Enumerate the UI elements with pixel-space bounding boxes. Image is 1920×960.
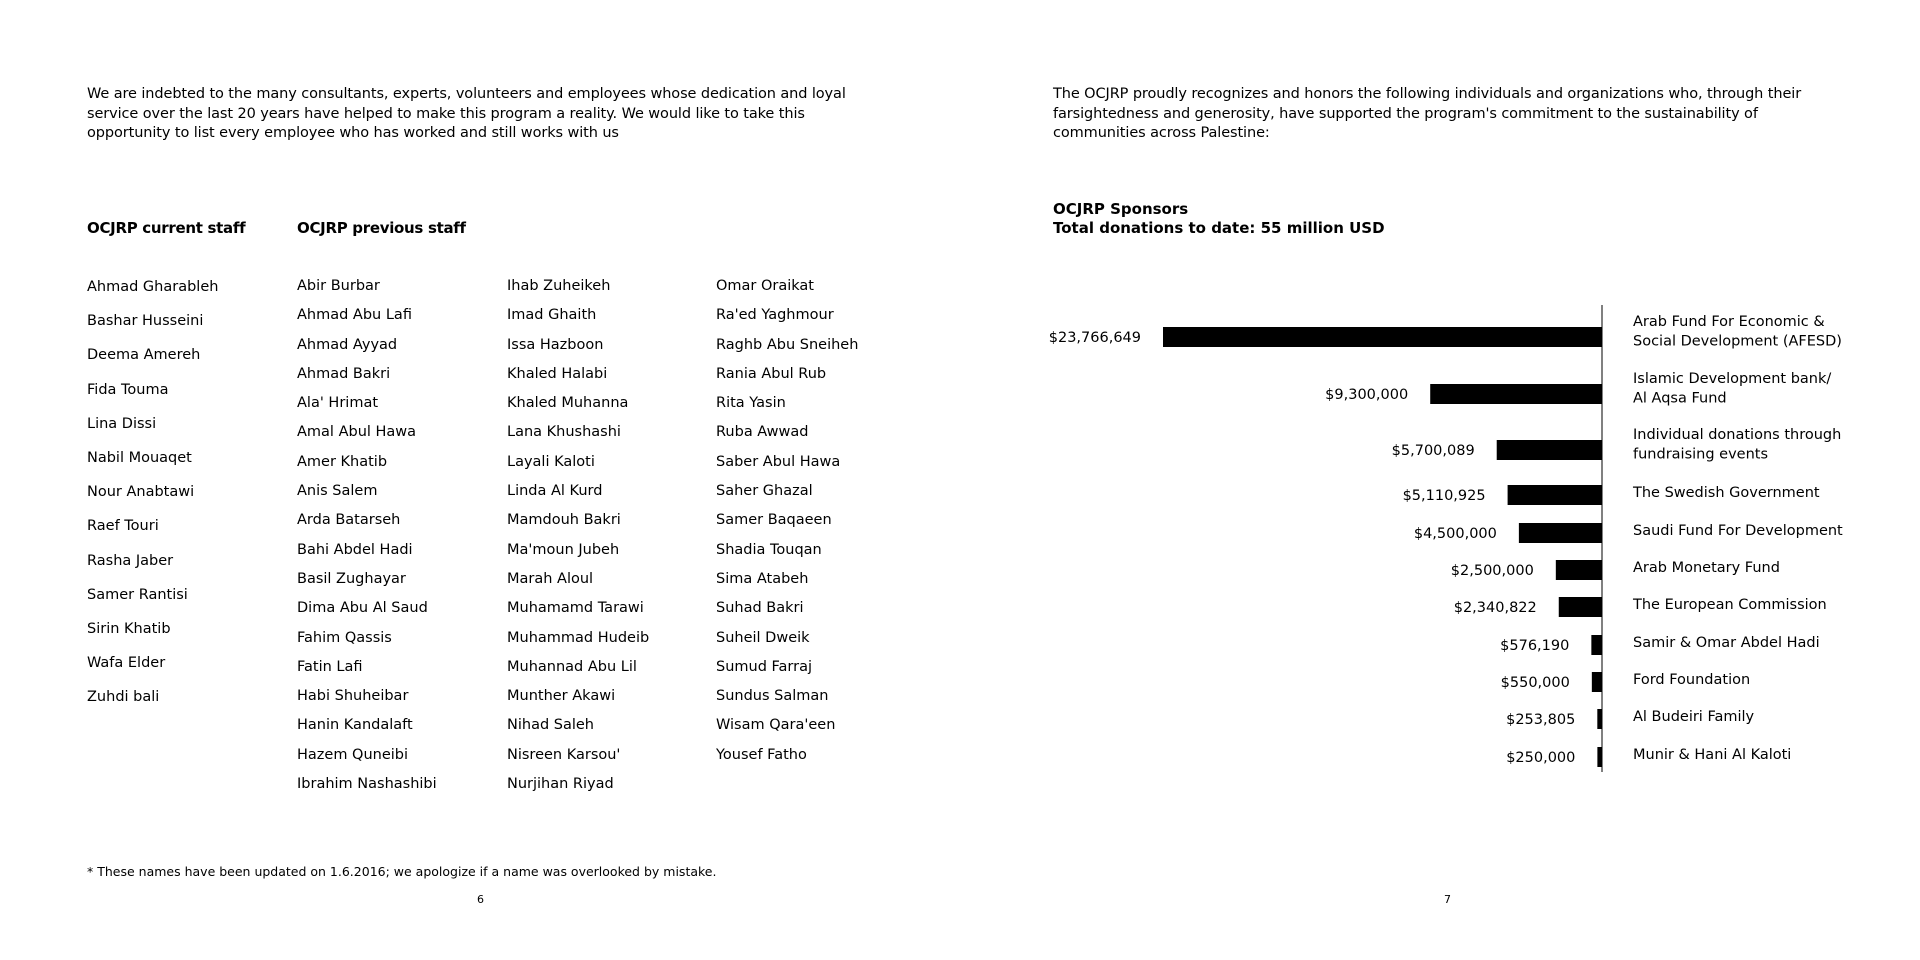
staff-intro-text: We are indebted to the many consultants, experts, volunteers and employees whose dedication and loyal service over the last 20 years have helped to make this program a reality. We would like to take this opportunity to list every employee who has worked and still works with us: [87, 86, 846, 141]
staff-name: Zuhdi bali: [87, 689, 160, 706]
staff-name: Mamdouh Bakri: [507, 512, 621, 529]
category-label-line: Social Development (AFESD): [1633, 333, 1842, 350]
value-label: $9,300,000: [1325, 387, 1409, 403]
staff-name: Sirin Khatib: [87, 620, 171, 637]
staff-name: Fatin Lafi: [297, 658, 363, 675]
category-label-line: Arab Fund For Economic &: [1633, 314, 1825, 330]
staff-name: Rita Yasin: [716, 395, 786, 412]
value-label: $5,700,089: [1391, 443, 1475, 459]
current-staff-header: OCJRP current staff: [87, 219, 246, 237]
category-label: [1633, 635, 1820, 651]
chart-bar: [1508, 485, 1602, 505]
category-label: [1633, 314, 1842, 350]
staff-name: Lina Dissi: [87, 415, 157, 432]
chart-bar: [1163, 327, 1602, 347]
staff-name: Amer Khatib: [297, 453, 388, 470]
staff-name: Ala' Hrimat: [297, 395, 379, 412]
staff-name: Yousef Fatho: [716, 746, 807, 763]
value-label: $2,500,000: [1450, 563, 1534, 579]
staff-name: Wafa Elder: [87, 655, 166, 672]
previous-staff-header: OCJRP previous staff: [297, 219, 466, 237]
staff-name: Khaled Muhanna: [507, 395, 629, 412]
staff-name: Imad Ghaith: [507, 307, 597, 324]
staff-name: Omar Oraikat: [716, 278, 814, 294]
chart-title: OCJRP Sponsors: [1053, 200, 1189, 218]
staff-name: Layali Kaloti: [507, 453, 595, 470]
staff-name: Fahim Qassis: [297, 629, 392, 646]
staff-name: Lana Khushashi: [507, 424, 621, 441]
staff-name: Samer Rantisi: [87, 586, 188, 603]
staff-name: Ma'moun Jubeh: [507, 541, 620, 558]
chart-bar: [1430, 384, 1602, 404]
category-label-line: Al Budeiri Family: [1633, 709, 1755, 725]
staff-name: Nour Anabtawi: [87, 484, 195, 501]
staff-name: Ibrahim Nashashibi: [297, 776, 437, 793]
category-label: [1633, 523, 1843, 539]
staff-name: Hanin Kandalaft: [297, 717, 413, 734]
previous-staff-list-2: [507, 272, 649, 799]
value-label: $253,805: [1506, 712, 1576, 728]
staff-name: Basil Zughayar: [297, 570, 406, 587]
staff-name: Samer Baqaeen: [716, 512, 832, 529]
staff-name: Ruba Awwad: [716, 424, 809, 441]
staff-name: Issa Hazboon: [507, 336, 604, 353]
staff-name: Hazem Quneibi: [297, 746, 409, 763]
sponsors-intro-text: The OCJRP proudly recognizes and honors the following individuals and organizations who, through their farsightedness and generosity, have supported the program's commitment to the sustainability of communities across Palestine:: [1053, 86, 1802, 141]
chart-bar: [1559, 597, 1602, 617]
chart-bar: [1597, 709, 1602, 729]
staff-name: Anis Salem: [297, 483, 378, 500]
page-number-right: 7: [1444, 893, 1451, 906]
staff-name: Rasha Jaber: [87, 552, 174, 569]
staff-name: Wisam Qara'een: [716, 717, 836, 734]
staff-name: Muhammad Hudeib: [507, 629, 650, 646]
previous-staff-list-3: [716, 272, 858, 770]
staff-name: Linda Al Kurd: [507, 483, 603, 500]
staff-name: Fida Touma: [87, 381, 169, 398]
category-label-line: Saudi Fund For Development: [1633, 523, 1843, 539]
staff-name: Saber Abul Hawa: [716, 453, 841, 470]
category-label: [1632, 485, 1820, 501]
category-label: [1633, 709, 1755, 725]
category-label: [1633, 427, 1841, 463]
staff-name: Suheil Dweik: [716, 629, 810, 646]
chart-bar: [1591, 635, 1602, 655]
staff-name: Ra'ed Yaghmour: [716, 307, 834, 324]
value-label: $550,000: [1500, 675, 1570, 691]
category-label-line: Munir & Hani Al Kaloti: [1633, 747, 1792, 763]
value-label: $2,340,822: [1453, 600, 1537, 616]
chart-bar: [1497, 440, 1602, 460]
category-label: [1633, 672, 1750, 688]
staff-name: Muhannad Abu Lil: [507, 658, 637, 675]
staff-name: Arda Batarseh: [297, 512, 401, 529]
staff-name: Ahmad Gharableh: [87, 279, 219, 295]
sponsors-bar-chart: [960, 0, 1920, 960]
right-page: [960, 0, 1920, 960]
staff-name: Saher Ghazal: [716, 483, 813, 500]
value-label: $23,766,649: [1048, 330, 1141, 346]
value-label: $4,500,000: [1413, 526, 1497, 542]
value-label: $5,110,925: [1402, 488, 1486, 504]
category-label: [1633, 747, 1791, 763]
staff-name: Nurjihan Riyad: [507, 776, 614, 793]
page-number-left: 6: [477, 893, 484, 906]
previous-staff-list-1: [297, 272, 437, 799]
staff-name: Ihab Zuheikeh: [507, 278, 611, 294]
staff-name: Shadia Touqan: [716, 541, 822, 558]
staff-name: Sundus Salman: [716, 688, 829, 705]
staff-name: Bashar Husseini: [87, 313, 204, 330]
category-label-line: fundraising events: [1633, 446, 1769, 463]
category-label: [1633, 560, 1780, 576]
staff-name: Amal Abul Hawa: [297, 424, 417, 441]
category-label-line: Ford Foundation: [1633, 672, 1751, 688]
chart-bar: [1519, 523, 1602, 543]
staff-name: Raef Touri: [87, 518, 159, 535]
staff-name: Ahmad Bakri: [297, 365, 391, 382]
category-label-line: The Swedish Government: [1633, 485, 1820, 501]
staff-name: Munther Akawi: [507, 688, 616, 705]
staff-name: Ahmad Abu Lafi: [297, 307, 412, 324]
chart-subtitle: Total donations to date: 55 million USD: [1053, 219, 1385, 237]
category-label-line: The European Commission: [1633, 597, 1827, 613]
category-label: [1632, 597, 1827, 613]
staff-name: Habi Shuheibar: [297, 688, 409, 705]
staff-name: Ahmad Ayyad: [297, 336, 398, 353]
staff-name: Khaled Halabi: [507, 365, 608, 382]
staff-name: Deema Amereh: [87, 347, 201, 364]
staff-name: Nabil Mouaqet: [87, 449, 192, 466]
category-label-line: Samir & Omar Abdel Hadi: [1633, 635, 1820, 651]
category-label-line: Arab Monetary Fund: [1633, 560, 1780, 576]
staff-name: Suhad Bakri: [716, 600, 804, 617]
value-label: $576,190: [1500, 638, 1570, 654]
category-label-line: Islamic Development bank/: [1633, 371, 1832, 387]
staff-name: Sumud Farraj: [716, 658, 812, 675]
staff-name: Bahi Abdel Hadi: [297, 541, 413, 558]
staff-name: Muhamamd Tarawi: [507, 600, 644, 617]
footnote: * These names have been updated on 1.6.2016; we apologize if a name was overlooked by mistake.: [87, 864, 717, 879]
category-label-line: Individual donations through: [1633, 427, 1842, 443]
chart-bar: [1556, 560, 1602, 580]
current-staff-list: [87, 270, 218, 714]
staff-name: Raghb Abu Sneiheh: [716, 336, 859, 353]
staff-name: Nihad Saleh: [507, 717, 594, 734]
chart-bar: [1597, 747, 1602, 767]
category-label: [1633, 371, 1831, 407]
staff-name: Dima Abu Al Saud: [297, 600, 428, 617]
category-label-line: Al Aqsa Fund: [1633, 390, 1727, 407]
staff-name: Marah Aloul: [507, 570, 594, 587]
chart-bar: [1592, 672, 1602, 692]
staff-name: Sima Atabeh: [716, 570, 809, 587]
staff-name: Abir Burbar: [297, 278, 380, 294]
staff-name: Rania Abul Rub: [716, 365, 827, 382]
staff-name: Nisreen Karsou': [507, 746, 621, 763]
value-label: $250,000: [1506, 750, 1576, 766]
